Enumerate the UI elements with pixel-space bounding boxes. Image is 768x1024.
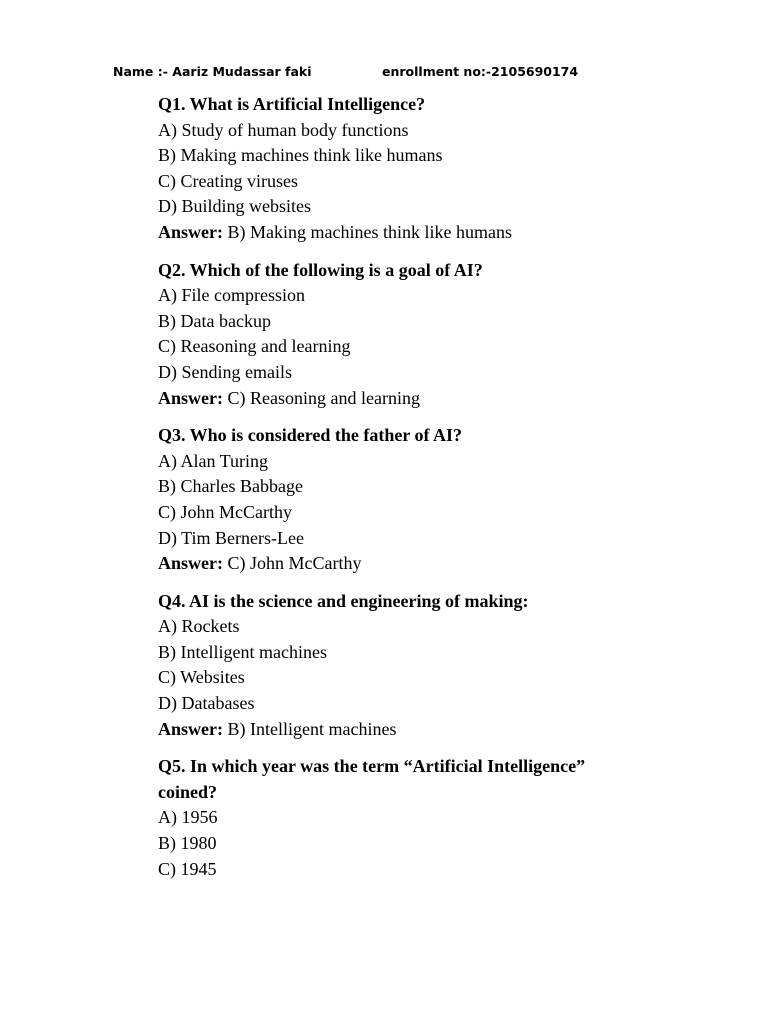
answer-label: Answer:	[158, 553, 223, 574]
answer-line	[158, 717, 638, 743]
student-name: Name :- Aariz Mudassar faki	[113, 64, 312, 79]
answer-label: Answer:	[158, 221, 223, 242]
option-a: A) Rockets	[158, 616, 240, 637]
option-c: C) 1945	[158, 858, 217, 879]
question-5	[158, 754, 638, 882]
question-2	[158, 258, 638, 412]
question-3	[158, 423, 638, 577]
question-title: Q5. In which year was the term “Artificial Intelligence” coined?	[158, 756, 586, 802]
option-d: D) Tim Berners-Lee	[158, 527, 304, 548]
answer-label: Answer:	[158, 387, 223, 408]
answer-text: C) John McCarthy	[223, 553, 362, 574]
question-1	[158, 92, 638, 246]
question-title: Q2. Which of the following is a goal of AI?	[158, 259, 483, 280]
answer-text: B) Making machines think like humans	[223, 221, 512, 242]
question-4	[158, 589, 638, 743]
answer-text: B) Intelligent machines	[223, 718, 397, 739]
option-b: B) Data backup	[158, 310, 271, 331]
option-a: A) File compression	[158, 285, 305, 306]
answer-text: C) Reasoning and learning	[223, 387, 420, 408]
page-header	[113, 64, 673, 84]
option-d: D) Sending emails	[158, 361, 292, 382]
option-b: B) Making machines think like humans	[158, 145, 443, 166]
question-title: Q4. AI is the science and engineering of making:	[158, 590, 529, 611]
option-d: D) Building websites	[158, 196, 311, 217]
option-c: C) Reasoning and learning	[158, 336, 351, 357]
answer-line	[158, 220, 638, 246]
option-a: A) Study of human body functions	[158, 119, 409, 140]
question-title: Q1. What is Artificial Intelligence?	[158, 94, 426, 114]
option-a: A) 1956	[158, 807, 218, 828]
answer-label: Answer:	[158, 718, 223, 739]
option-b: B) Intelligent machines	[158, 641, 327, 662]
option-c: C) John McCarthy	[158, 501, 292, 522]
option-b: B) 1980	[158, 833, 217, 854]
option-a: A) Alan Turing	[158, 450, 269, 471]
option-b: B) Charles Babbage	[158, 476, 303, 497]
option-c: C) Websites	[158, 667, 245, 688]
option-d: D) Databases	[158, 693, 255, 714]
question-title: Q3. Who is considered the father of AI?	[158, 425, 463, 446]
option-c: C) Creating viruses	[158, 170, 298, 191]
answer-line	[158, 551, 638, 577]
answer-line	[158, 386, 638, 412]
question-list	[158, 92, 638, 894]
enrollment-number: enrollment no:-2105690174	[382, 64, 579, 79]
